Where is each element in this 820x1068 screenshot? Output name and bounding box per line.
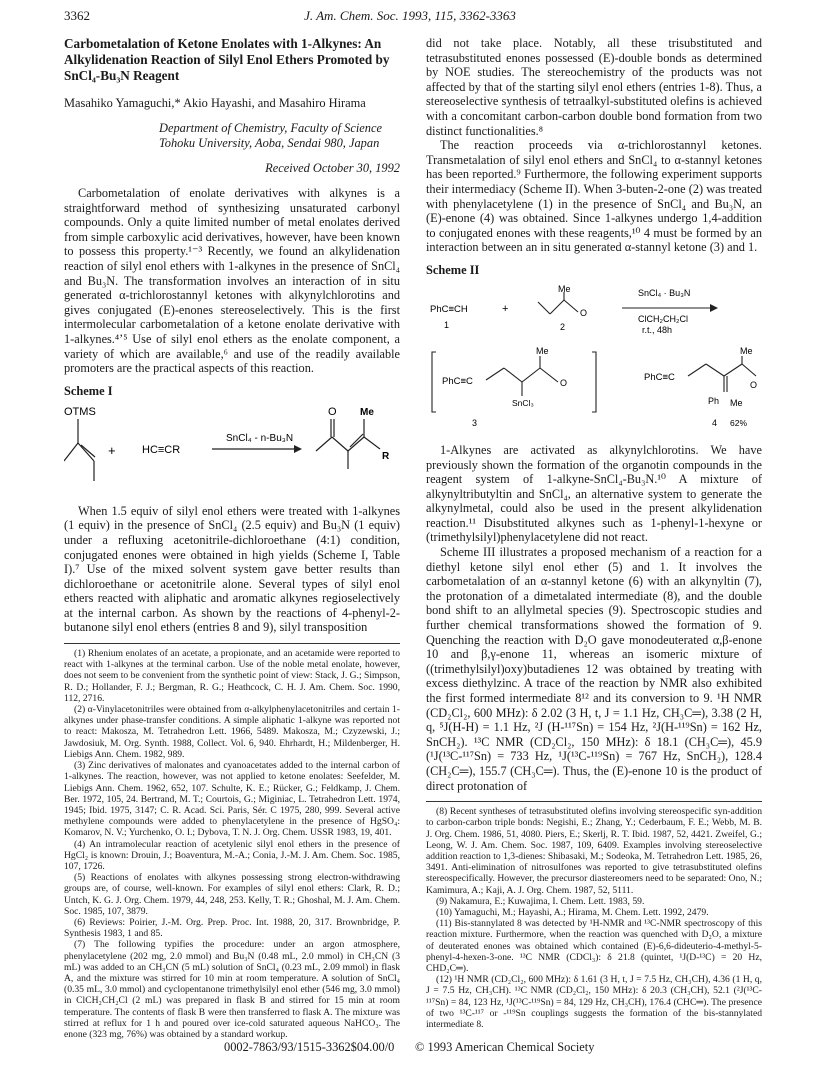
scheme1-product-o: O	[328, 405, 337, 418]
scheme2-compound-2: 2	[560, 321, 566, 332]
scheme2-me: Me	[558, 283, 571, 294]
footnote-divider	[64, 643, 400, 644]
footnote-9: (9) Nakamura, E.; Kuwajima, I. Chem. Lett. 1983, 59.	[436, 895, 645, 907]
footnote-12: (12) ¹H NMR (CD₂Cl₂, 600 MHz): δ 1.61 (3 H, t, J = 7.5 Hz, CH₃CH), 4.36 (1 H, q, J = 7.5 Hz, CH₃CH). ¹³C NMR (CD₂Cl₂, 150 MHz): δ 20.3 (CH₃CH), 52.1 (²J(¹³C-¹¹⁷Sn) = 84, 123 Hz, ¹J(¹³C-¹¹⁹Sn) = 84, 129 Hz, CH₃CH), 176.4 (CHC═). The presence of two ¹³C-¹¹⁷ or -¹¹⁹Sn couplings suggests the formation of the bis-stannylated intermediate 8.	[426, 974, 762, 1031]
received-date: Received October 30, 1992	[265, 161, 400, 175]
activation-paragraph: 1-Alkynes are activated as alkynylchlorotins. We have previously shown the formation of the organotin compounds in the reagent system of 1-alkyne-SnCl₄-Bu₃N.¹⁰ A mixture of alkynyltributyltin and SnCl₄, an alternative system to generate the alkynylmetal, could also be used in the present alkylidenation reaction.¹¹ Disubstituted alkynes such as 1-phenyl-1-hexyne or (trimethylsilyl)phenylacetylene did not react.	[426, 442, 762, 545]
article-title: Carbometalation of Ketone Enolates with 1-Alkynes: An Alkylidenation Reaction of Silyl Enol Ethers Promoted by SnCl₄-Bu₃N Reagent	[64, 36, 390, 83]
scheme2-int-me: Me	[536, 345, 549, 356]
scheme-1-label: Scheme I	[64, 383, 113, 398]
right-column	[426, 36, 762, 1030]
scheme2-compound-1: 1	[444, 319, 450, 330]
left-column	[64, 36, 400, 1040]
affiliation	[159, 121, 400, 151]
scheme2-int-sncl3: SnCl₃	[512, 397, 534, 408]
scheme1-product-me: Me	[360, 406, 374, 418]
scheme2-reagent: SnCl₄ · Bu₃N	[638, 287, 691, 298]
footnote-3: (3) Zinc derivatives of malonates and cyanoacetates added to the internal carbon of 1-alkynes. The reaction, however, was not applied to ketone enolates: Seefelder, M. Liebigs Ann. Chem. 1962, 652, 107. Schulte, K. E.; Rücker, G.; Feldkamp, J. Chem. Ber. 1972, 105, 24. Bertrand, M. T.; Courtois, G.; Miginiac, L. Tetrahedron Lett. 1974, 1945; Ibid. 1975, 3147; C. R. Acad. Sci. Paris, Sér. C 1975, 280, 999. Several active methylene compounds were added to phenylacetylene in the presence of HgSO₄: Komarov, N. V.; Yurchenko, O. I.; Dybova, T. N. J. Org. Chem. USSR 1983, 19, 401.	[64, 760, 400, 839]
journal-volume: 115	[434, 8, 454, 23]
copyright: © 1993 American Chemical Society	[415, 1040, 595, 1054]
scheme2-yield: 62%	[730, 417, 748, 428]
footnote-6: (6) Reviews: Poirier, J.-M. Org. Prep. Proc. Int. 1988, 20, 317. Brownbridge, P. Synthesis 1983, 1 and 85.	[64, 916, 400, 940]
scheme2-oxygen: O	[580, 307, 588, 318]
scheme1-alkyne: HC≡CR	[142, 443, 181, 456]
scheme2-int-o: O	[560, 377, 568, 388]
scheme2-int-alkyne: PhC≡C	[442, 375, 473, 387]
footnote-10: (10) Yamaguchi, M.; Hayashi, A.; Hirama, M. Chem. Lett. 1992, 2479.	[436, 906, 709, 918]
scheme2-plus: +	[502, 302, 509, 315]
scheme2-time: r.t., 48h	[642, 324, 673, 335]
affiliation-line-1: Department of Chemistry, Faculty of Science	[159, 121, 382, 135]
journal-citation	[64, 8, 756, 24]
scheme-2-diagram	[426, 282, 762, 432]
footnote-4: (4) An intramolecular reaction of acetylenic silyl enol ethers in the presence of HgCl₂ is known: Drouin, J.; Boaventura, M.-A.; Conia, J.-M. J. Am. Chem. Soc. 1985, 107, 1726.	[64, 838, 400, 872]
author-list: Masahiko Yamaguchi,* Akio Hayashi, and Masahiro Hirama	[64, 96, 366, 110]
article-code: 0002-7863/93/1515-3362$04.00/0	[224, 1040, 395, 1054]
scheme-1-diagram	[64, 403, 400, 495]
continuation-paragraph: did not take place. Notably, all these trisubstituted and tetrasubstituted enones possessed (E)-double bonds as determined by NOE studies. The stereochemistry of the products was not affected by that of the starting silyl enol ethers (entries 1-8). Thus, a stereoselective synthesis of tetraalkyl-substituted olefins is achieved with a concomitant carbon-carbon double bond formation from two distinct functionalities.⁸	[426, 36, 762, 138]
footnote-8: (8) Recent syntheses of tetrasubstituted olefins involving stereospecific syn-addition to carbon-carbon triple bonds: Negishi, E.; Zhang, Y.; Cederbaum, F. E.; Webb, M. B. J. Org. Chem. 1986, 51, 4080. Piers, E.; Skerlj, R. T. Ibid. 1987, 52, 4421. Zweifel, G.; Leong, W. J. Am. Chem. Soc. 1987, 109, 6409. Examples involving stereoselective addition reaction to 1,3-dienes: Shibasaki, M.; Sodeoka, M. Tetrahedron Lett. 1985, 26, 3491. Anti-elimination of nitrosulfones was reported to give tetrasubstituted olefins stereospecifically. However, the precursor diastereomers need to be separated: Ono, N.; Kamimura, A.; Kaji, A. J. Org. Chem. 1987, 52, 5111.	[426, 806, 762, 896]
scheme2-prod-ph: Ph	[708, 395, 720, 406]
scheme2-prod-o: O	[750, 379, 758, 390]
footnote-7: (7) The following typifies the procedure: under an argon atmosphere, phenylacetylene (202 mg, 2.0 mmol) and Bu₃N (0.48 mL, 2.0 mmol) in CH₃CN (3 mL) was added to an CH₃CN (5 mL) solution of SnCl₄ (0.23 mL, 2.09 mmol) in flask A, and the mixture was stirred for 10 min at room temperature. A solution of SnCl₄ (0.35 mL, 3.0 mmol) and cyclopentanone trimethylsilyl enol ether (546 mg, 3.0 mmol) in ClCH₂CH₂Cl (2 mL) was prepared in flask B and stirred for 15 min at room temperature. The contents of flask B were then transferred to flask A. The mixture was stirred at reflux for 1 h and poured over ice-cold saturated aqueous NaHCO₃. The enone (323 mg, 76%) was obtained by a standard workup.	[64, 939, 400, 1040]
journal-name: J. Am. Chem. Soc.	[304, 8, 403, 23]
scheme1-conditions: SnCl₄ - n-Bu₃N	[226, 432, 294, 444]
journal-year: 1993,	[402, 8, 435, 23]
footnote-divider-right	[426, 801, 762, 802]
footnote-1: (1) Rhenium enolates of an acetate, a propionate, and an acetamide were reported to react with 1-alkynes at the terminal carbon. Use of the noble metal enolate, however, does not seem to be convenient from the synthetic point of view: Stack, J. G.; Simpson, R. D.; Hollander, F. J.; Bergman, R. G.; Heathcock, C. H. J. Am. Chem. Soc. 1990, 112, 2716.	[64, 648, 400, 704]
scheme2-phenylacetylene: PhC≡CH	[430, 303, 468, 315]
procedure-paragraph: When 1.5 equiv of silyl enol ethers were treated with 1-alkynes (1 equiv) in the presence of SnCl₄ (2.5 equiv) and Bu₃N (1 equiv) under a refluxing acetonitrile-dichloroethane (4:1) condition, conjugated enones were obtained in high yields (Scheme I, Table I).⁷ Use of the mixed solvent system gave better results than dichloroethane or acetonitrile alone. Several types of silyl enol ethers reacted with aliphatic and aromatic alkynes regioselectively at the internal carbon. As shown by the reactions of 4-phenyl-2-butanone silyl enol ethers (entries 8 and 9), silyl transposition	[64, 503, 400, 635]
mechanism-paragraph: The reaction proceeds via α-trichlorostannyl ketones. Transmetalation of silyl enol ethers and SnCl₄ to α-stannyl ketones has been reported.⁹ Furthermore, the following experiment supports their intermediacy (Scheme II). When 3-buten-2-one (2) was treated with phenylacetylene (1) in the presence of SnCl₄ and Bu₃N, an (E)-enone (4) was obtained. Since 1-alkynes undergo 1,4-addition to conjugated enones with these reagents,¹⁰ 4 must be formed by an interaction between an in situ generated α-stannyl ketone (3) and 1.	[426, 138, 762, 255]
scheme-2-label: Scheme II	[426, 262, 480, 277]
scheme2-compound-3: 3	[472, 417, 478, 428]
scheme2-prod-me-top: Me	[740, 345, 753, 356]
affiliation-line-2: Tohoku University, Aoba, Sendai 980, Japan	[159, 136, 380, 150]
scheme2-prod-me: Me	[730, 397, 743, 408]
intro-paragraph: Carbometalation of enolate derivatives with alkynes is a straightforward method of synthesizing unsaturated carbonyl compounds. Only a quite limited number of metal enolates derived from simple carboxylic acid derivatives, however, have been known to possess this property.¹⁻³ Recently, we found an alkylidenation reaction of silyl enol ethers with 1-alkynes in the presence of SnCl₄ and Bu₃N. The transformation involves an interaction of in situ generated α-trichlorostannyl ketones with alkynylchlorotins and gives conjugated (E)-enones stereoselectively. This is the first intermolecular carbometalation of a ketone enolate derivative with 1-alkynes.⁴ʼ⁵ Use of silyl enol ethers as the enolate component, a variety of which are available,⁶ and use of the readily available promoters are the practical aspects of this reaction.	[64, 186, 400, 376]
scheme3-paragraph: Scheme III illustrates a proposed mechanism of a reaction for a diethyl ketone silyl enol ether (5) and 1. It involves the carbometalation of an α-stannyl ketone (6) with an alkynyltin (7), the protonation of a dimetalated intermediate (8), and the double bond shift to an allylmetal species (9). Spectroscopic studies and further chemical transformations showed the formation of 9. Quenching the reaction with D₂O gave monodeuterated α,β-enone 10 and β,γ-enone 11, whereas an isomeric mixture of ((trimethylsilyl)oxy)butadienes 12 was obtained by treating with excess diethylzinc. A trace of the reaction by NMR also exhibited the first formed intermediate 8¹² and its conversion to 9. ¹H NMR (CD₂Cl₂, 600 MHz): δ 2.02 (3 H, t, J = 1.1 Hz, CH₃C═), 3.38 (2 H, q, ⁵J(H-H) = 1.1 Hz, ²J (H-¹¹⁷Sn) = 154 Hz, ²J(H-¹¹⁹Sn) = 162 Hz, SnCH₂). ¹³C NMR (CD₂Cl₂, 150 MHz): δ 18.1 (CH₃C═), 45.9 (¹J(¹³C-¹¹⁷Sn) = 733 Hz, ¹J(¹³C-¹¹⁹Sn) = 767 Hz, SnCH₂), 128.4 (CH₂C═), 155.7 (CH₃C═). Thus, the (E)-enone 10 is the product of direct protonation of	[426, 545, 762, 793]
scheme1-product-r: R	[382, 450, 390, 462]
scheme2-compound-4: 4	[712, 417, 718, 428]
scheme1-otms: OTMS	[64, 405, 96, 418]
page-number: 3362	[64, 8, 90, 23]
scheme2-prod-alkyne: PhC≡C	[644, 371, 675, 383]
scheme2-solvent: ClCH₂CH₂Cl	[638, 313, 688, 324]
footnote-2: (2) α-Vinylacetonitriles were obtained from α-alkylphenylacetonitriles and certain 1-alkynes under phase-transfer conditions. A simple aliphatic 1-alkyne was reported not to react: Makosza, M. Tetrahedron Lett. 1966, 5489. Makosza, M.; Czyzewski, J.; Jawdosiuk, M. Org. Synth. 1988, Collect. Vol. 6, 940. Ehrhardt, H.; Mildenberger, H. Liebigs Ann. Chem. 1982, 989.	[64, 704, 400, 760]
journal-pages: , 3362-3363	[453, 8, 516, 23]
running-header	[64, 8, 756, 28]
footnote-11: (11) Bis-stannylated 8 was detected by ¹H-NMR and ¹³C-NMR spectroscopy of this reaction mixture. Furthermore, when the reaction was quenched with D₂O, a mixture of deuterated enones was obtained which contained (E)-6,6-dideuterio-4-methyl-5-phenyl-4-hexen-3-one. ¹³C NMR (CDCl₃): δ 21.8 (quintet, ¹J(D-¹³C) = 20 Hz, CHD₂C═).	[426, 918, 762, 974]
footnote-5: (5) Reactions of enolates with alkynes possessing strong electron-withdrawing groups are, of course, well-known. For examples of silyl enol ethers: Clark, R. D.; Untch, K. G. J. Org. Chem. 1979, 44, 248, 253. Kelly, T. R.; Ghoshal, M. J. Am. Chem. Soc. 1985, 107, 3879.	[64, 872, 400, 917]
scheme1-plus: +	[108, 442, 116, 458]
